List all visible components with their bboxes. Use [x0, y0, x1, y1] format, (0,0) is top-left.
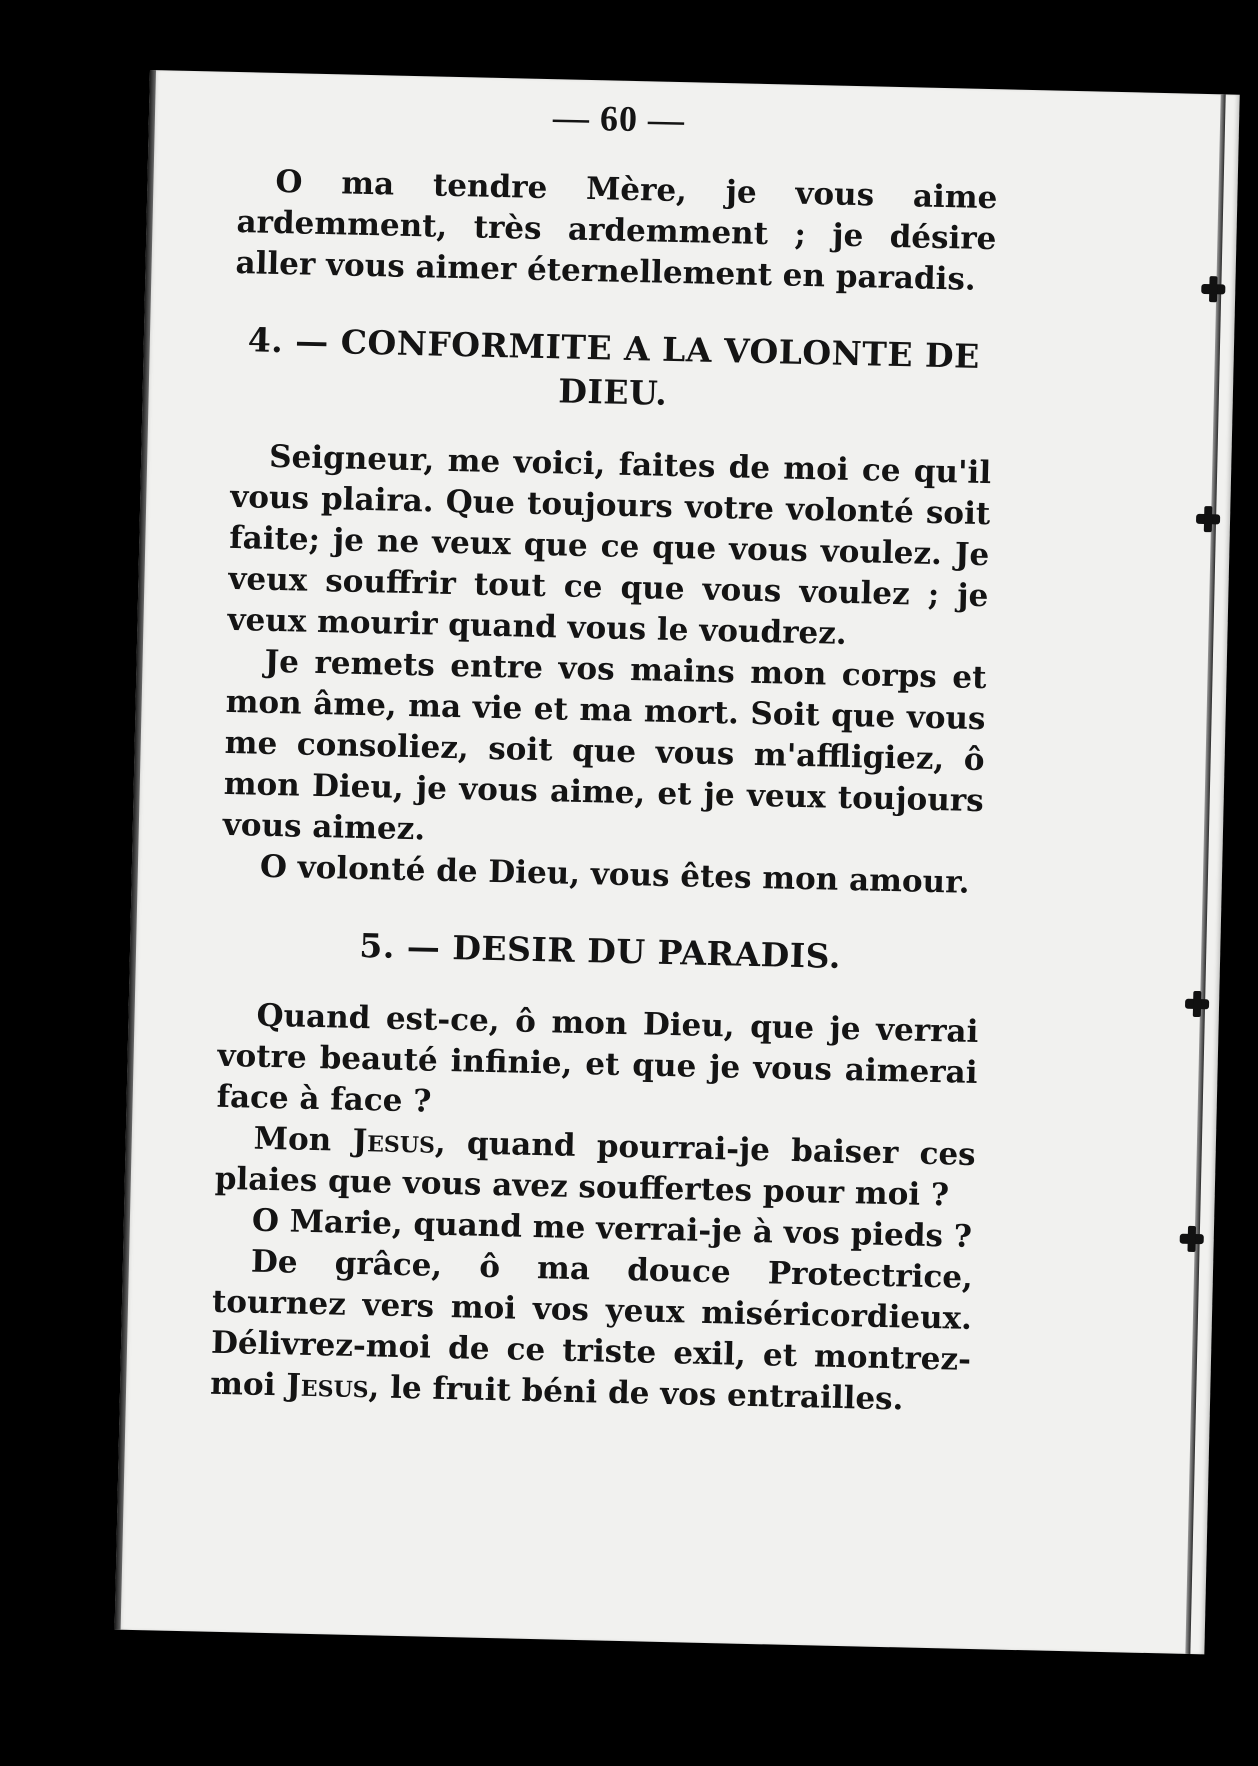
text-run: , le fruit béni de vos entrailles.: [368, 1369, 904, 1418]
paragraph: [210, 1241, 974, 1422]
text-run: Mon: [253, 1120, 353, 1159]
binding-stitch-icon: [1180, 1234, 1204, 1245]
paragraph: O Marie, quand me verrai-je à vos pieds ?: [251, 1202, 973, 1255]
page-number: — 60 —: [552, 97, 686, 141]
text-run: De grâce, ô ma douce Protectrice, tournez vers moi vos yeux miséricordieux. Délivrez-moi de ce triste exil, et montrez-moi: [209, 1243, 974, 1404]
binding-stitch-icon: [1196, 514, 1220, 525]
page-binding-edge: [1185, 94, 1225, 1654]
name-small-caps: Jesus: [285, 1367, 370, 1406]
paragraph: Quand est-ce, ô mon Dieu, que je verrai votre beauté infinie, et que je vous aimerai face à face ?: [216, 997, 979, 1120]
binding-stitch-icon: [1185, 999, 1209, 1010]
paragraph: Je remets entre vos mains mon corps et mon âme, ma vie et ma mort. Soit que vous me consoliez, soit que vous m'affligiez, ô mon Dieu, je vous aime, et je veux toujours vous aimez.: [222, 643, 987, 848]
book-page: [115, 70, 1240, 1654]
paragraph: O volonté de Dieu, vous êtes mon amour.: [259, 848, 970, 901]
paragraph: Seigneur, me voici, faites de moi ce qu'il vous plaira. Que toujours votre volonté soit faite; je ne veux que ce que vous voulez. Je veux souffrir tout ce que vous voulez ; je veux mourir quand vous le voudrez.: [227, 438, 992, 652]
section-heading: 5. — DESIR DU PARADIS.: [358, 925, 842, 976]
page-text-column: [210, 90, 1000, 1422]
page-gutter-shadow: [115, 70, 156, 1630]
paragraph: O ma tendre Mère, je vous aime ardemment, très ardemment ; je désire aller vous aimer éternellement en paradis.: [235, 163, 998, 298]
text-run: , quand pourrai-je baiser ces plaies que vous avez souffertes pour moi ?: [214, 1124, 977, 1214]
binding-stitch-icon: [1201, 284, 1225, 295]
section-heading: 4. — CONFORMITE A LA VOLONTE DE DIEU.: [247, 320, 981, 413]
name-small-caps: Jesus: [352, 1122, 436, 1161]
